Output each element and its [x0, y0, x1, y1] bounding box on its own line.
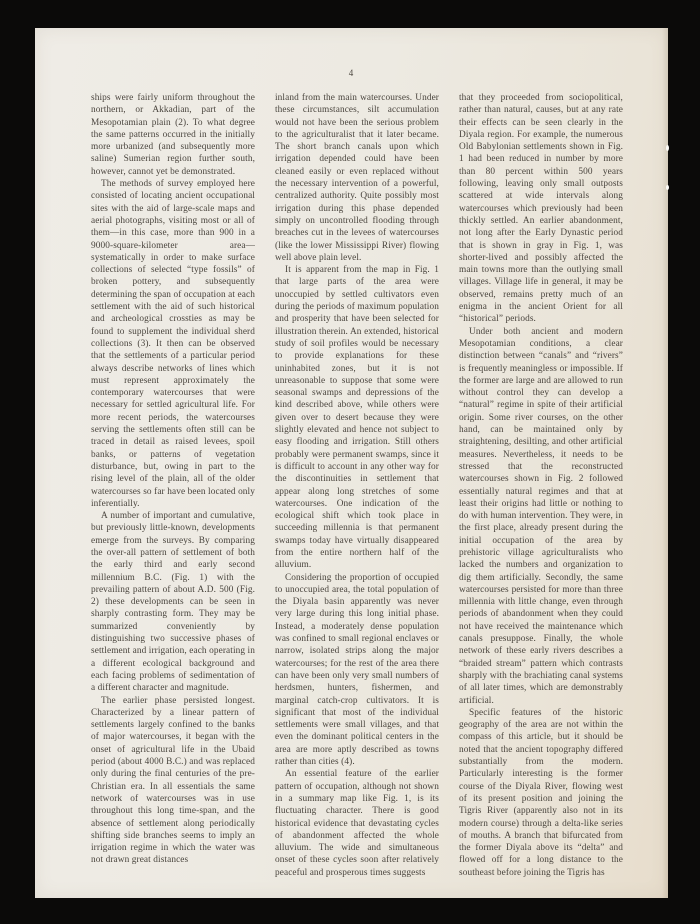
document-page: [35, 28, 668, 898]
paragraph: Under both ancient and modern Mesopotamian conditions, a clear distinction between “canals” and “rivers” is frequently meaningless or impossible. If the former are large and are allowed to run without control they can develop a “natural” regime in spite of their artificial origin. Some river courses, on the other hand, can be maintained only by straightening, desilting, and other artificial measures. Nevertheless, it needs to be stressed that the reconstructed watercourses shown in Fig. 2 followed essentially natural regimes and that at least their origins had little or nothing to do with human intervention. They were, in the first place, already present during the initial occupation of the area by prehistoric village agriculturalists who lacked the numbers and organization to dig them artificially. Secondly, the same watercourses persisted for more than three millennia with little change, even through periods of abandonment when they could not have received the maintenance which canals presuppose. Finally, the whole network of these early rivers describes a “braided stream” pattern which contrasts sharply with the brachiating canal systems of all later times, which are demonstrably artificial.: [459, 326, 623, 706]
paragraph-continuation: ships were fairly uniform throughout the northern, or Akkadian, part of the Mesopotamian plain (2). To what degree the same patterns occurred in the initially more urbanized (and subsequently more saline) Sumerian region further south, however, cannot yet be demonstrated.: [91, 93, 255, 177]
paragraph: A number of important and cumulative, but previously little-known, developments emerge from the surveys. By comparing the over-all pattern of settlement of both the early third and early second millennium B.C. (Fig. 1) with the prevailing pattern of about A.D. 500 (Fig. 2) these developments can be seen in sharply contrasting form. They may be summarized conveniently by distinguishing two successive phases of settlement and irrigation, each operating in a different ecological background and each facing problems of sedimentation of a different character and magnitude.: [91, 511, 255, 694]
paragraph: Specific features of the historic geography of the area are not within the compass of this article, but it should be noted that the ancient topography differed substantially from the modern. Particularly interesting is the former course of the Diyala River, flowing west of its present position and joining the Tigris River (apparently also not in its modern course) through a delta-like series of mouths. A branch that bifurcated from the former Diyala above its “delta” and flowed off for a long distance to the southeast before joining the Tigris has: [459, 707, 623, 878]
paragraph-continuation: inland from the main watercourses. Under these circumstances, silt accumulation would not have been the serious problem to the agriculturalist that it later became. The short branch canals upon which irrigation depended could have been cleaned easily or even replaced without the necessary intervention of a powerful, centralized authority. Quite possibly most irrigation during this phase depended simply on uncontrolled flooding through breaches cut in the levees of watercourses (like the lower Mississippi River) flowing well above plain level.: [275, 93, 439, 263]
paper-edge-speck: [666, 185, 669, 190]
text-columns: [91, 92, 623, 882]
paragraph: The earlier phase persisted longest. Characterized by a linear pattern of settlements largely confined to the banks of major watercourses, it began with the onset of agricultural life in the Ubaid period (about 4000 B.C.) and was replaced only during the final centuries of the pre-Christian era. In all essentials the same network of watercourses was in use throughout this long time-span, and the absence of settlement along periodically shifting side branches seems to imply an irrigation regime in which the water was not drawn great distances: [91, 695, 255, 866]
text-column-1: [91, 92, 255, 882]
paragraph: The methods of survey employed here consisted of locating ancient occupational sites with the aid of large-scale maps and aerial photographs, visiting most or all of them—in this case, more than 900 in a 9000-square-kilometer area—systematically in order to make surface collections of selected “type fossils” of broken pottery, and subsequently determining the span of occupation at each settlement with the aid of such historical and archeological crossties as may be found to supplement the individual sherd collections (3). It then can be observed that the settlements of a particular period always describe networks of lines which must represent approximately the contemporary watercourses that were necessary for settled agricultural life. For more recent periods, the watercourses serving the settlements often still can be traced in detail as raised levees, spoil banks, or patterns of vegetation disturbance, but, owing in part to the rising level of the plain, all of the older watercourses so far have been located only inferentially.: [91, 179, 255, 509]
paragraph: An essential feature of the earlier pattern of occupation, although not shown in a summary map like Fig. 1, is its fluctuating character. There is good historical evidence that devastating cycles of abandonment affected the whole alluvium. The wide and simultaneous onset of these cycles soon after relatively peaceful and prosperous times suggests: [275, 769, 439, 878]
page-number: 4: [348, 68, 355, 78]
paper-edge-speck: [666, 145, 669, 151]
page-edge-shading: [662, 28, 668, 898]
paragraph-continuation: that they proceeded from sociopolitical, rather than natural, causes, but at any rate their effects can be seen clearly in the Diyala region. For example, the numerous Old Babylonian settlements shown in Fig. 1 had been reduced in number by more than 80 percent within 500 years following, leaving only small outposts scattered at wide intervals along watercourses which previously had been thickly settled. An earlier abandonment, not long after the Early Dynastic period that is shown in gray in Fig. 1, was shorter-lived and possibly affected the main towns more than the outlying small villages. Village life in general, it may be observed, remains pretty much of an enigma in the ancient Orient for all “historical” periods.: [459, 93, 623, 325]
paragraph: Considering the proportion of occupied to unoccupied area, the total population of the Diyala basin apparently was never very large during this long initial phase. Instead, a moderately dense population was confined to small regional enclaves or narrow, isolated strips along the major watercourses; for the rest of the area there can have been only very small numbers of herdsmen, hunters, fishermen, and marginal catch-crop cultivators. It is significant that most of the individual settlements were small villages, and that even the dominant political centers in the area are more aptly described as towns rather than cities (4).: [275, 572, 439, 768]
text-column-2: [275, 92, 439, 882]
paragraph: It is apparent from the map in Fig. 1 that large parts of the area were unoccupied by settled cultivators even during the periods of maximum population and prosperity that have been selected for illustration therein. An extended, historical study of soil profiles would be necessary to provide explanations for these uninhabited zones, but it is not unreasonable to suppose that some were seasonal swamps and depressions of the kind described above, while others were given over to desert because they were slightly elevated and hence not subject to easy flooding and irrigation. Still others probably were permanent swamps, since it is difficult to account in any other way for the discontinuities in settlement that appear along long stretches of some watercourses. One indication of the ecological shift which took place in succeeding millennia is that permanent swamps today have virtually disappeared from the entire northern half of the alluvium.: [275, 265, 439, 571]
text-column-3: [459, 92, 623, 882]
